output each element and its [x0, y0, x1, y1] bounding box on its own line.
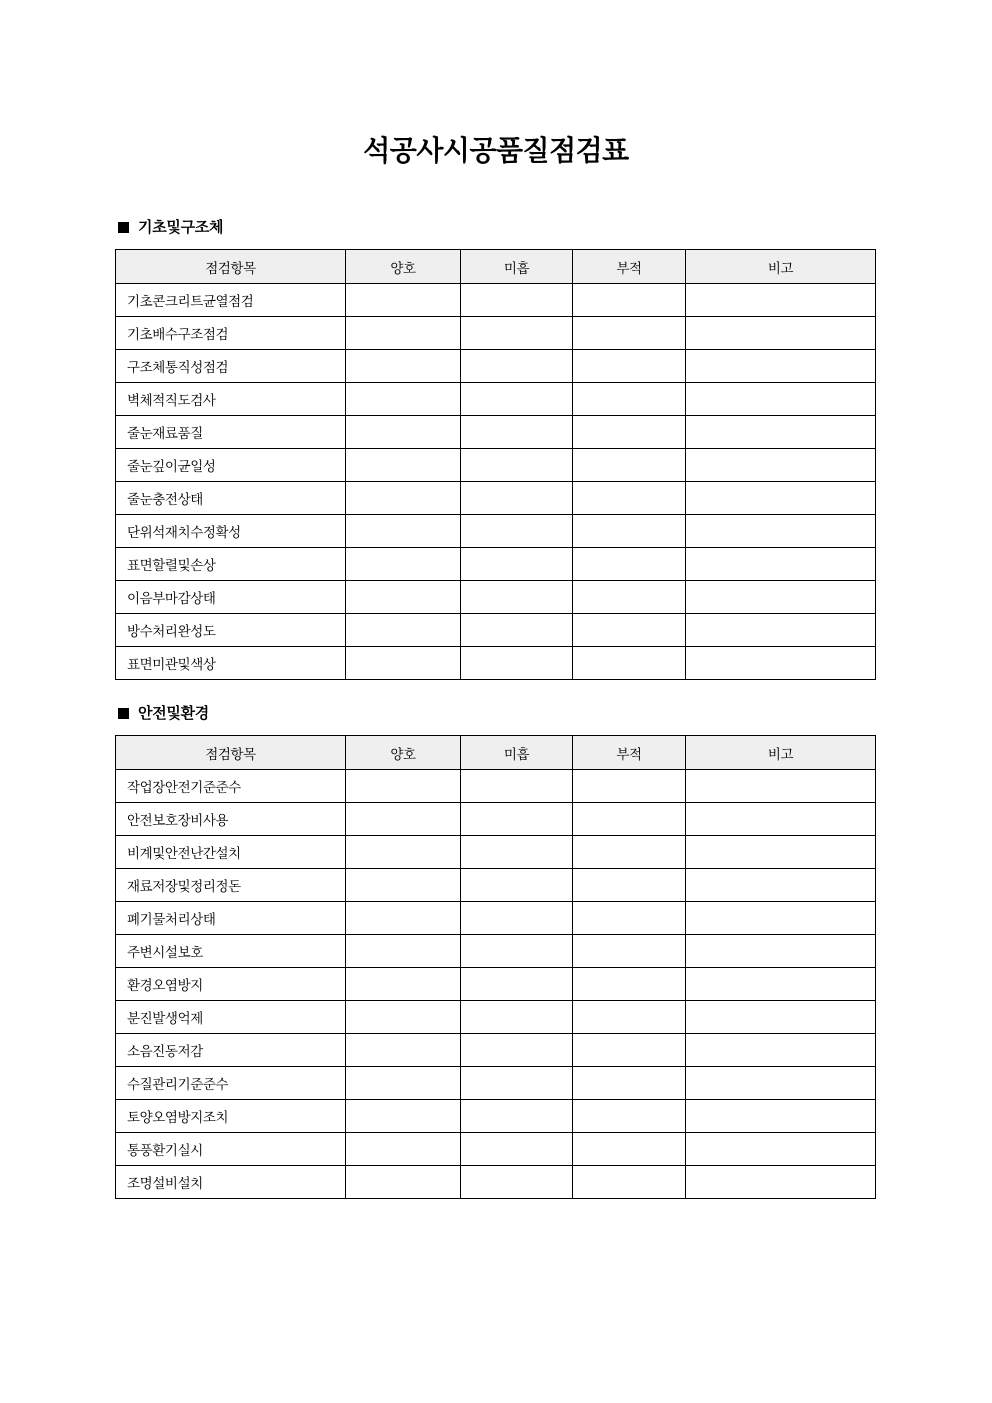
column-header-unfit: 부적 — [573, 736, 686, 770]
table-row — [116, 317, 876, 350]
poor-checkbox-cell[interactable] — [461, 416, 573, 449]
good-checkbox-cell[interactable] — [346, 1166, 461, 1199]
note-cell[interactable] — [686, 1034, 876, 1067]
inspection-item-label: 방수처리완성도 — [116, 614, 346, 647]
inspection-item-label: 구조체통직성점검 — [116, 350, 346, 383]
table-body — [116, 770, 876, 1199]
good-checkbox-cell[interactable] — [346, 515, 461, 548]
poor-checkbox-cell[interactable] — [461, 1100, 573, 1133]
good-checkbox-cell[interactable] — [346, 1001, 461, 1034]
note-cell[interactable] — [686, 581, 876, 614]
table-row — [116, 1166, 876, 1199]
poor-checkbox-cell[interactable] — [461, 1166, 573, 1199]
good-checkbox-cell[interactable] — [346, 548, 461, 581]
unfit-checkbox-cell[interactable] — [573, 284, 686, 317]
unfit-checkbox-cell[interactable] — [573, 350, 686, 383]
table-row — [116, 935, 876, 968]
table-row — [116, 614, 876, 647]
good-checkbox-cell[interactable] — [346, 416, 461, 449]
square-bullet-icon — [118, 222, 129, 233]
table-row — [116, 1001, 876, 1034]
unfit-checkbox-cell[interactable] — [573, 581, 686, 614]
unfit-checkbox-cell[interactable] — [573, 1001, 686, 1034]
poor-checkbox-cell[interactable] — [461, 548, 573, 581]
poor-checkbox-cell[interactable] — [461, 770, 573, 803]
good-checkbox-cell[interactable] — [346, 284, 461, 317]
good-checkbox-cell[interactable] — [346, 383, 461, 416]
section-header — [0, 702, 992, 724]
note-cell[interactable] — [686, 935, 876, 968]
inspection-item-label: 단위석재치수정확성 — [116, 515, 346, 548]
inspection-item-label: 재료저장및정리정돈 — [116, 869, 346, 902]
poor-checkbox-cell[interactable] — [461, 515, 573, 548]
inspection-item-label: 안전보호장비사용 — [116, 803, 346, 836]
good-checkbox-cell[interactable] — [346, 803, 461, 836]
good-checkbox-cell[interactable] — [346, 581, 461, 614]
column-header-item: 점검항목 — [116, 736, 346, 770]
note-cell[interactable] — [686, 869, 876, 902]
table-row — [116, 284, 876, 317]
table-row — [116, 803, 876, 836]
inspection-item-label: 표면할렬및손상 — [116, 548, 346, 581]
inspection-item-label: 기초배수구조점검 — [116, 317, 346, 350]
note-cell[interactable] — [686, 416, 876, 449]
section-foundation-structure — [0, 168, 992, 680]
good-checkbox-cell[interactable] — [346, 1034, 461, 1067]
poor-checkbox-cell[interactable] — [461, 869, 573, 902]
note-cell[interactable] — [686, 770, 876, 803]
unfit-checkbox-cell[interactable] — [573, 614, 686, 647]
unfit-checkbox-cell[interactable] — [573, 383, 686, 416]
unfit-checkbox-cell[interactable] — [573, 770, 686, 803]
page-title: 석공사시공품질점검표 — [363, 135, 629, 166]
inspection-item-label: 분진발생억제 — [116, 1001, 346, 1034]
table-row — [116, 449, 876, 482]
unfit-checkbox-cell[interactable] — [573, 482, 686, 515]
column-header-poor: 미흡 — [461, 736, 573, 770]
unfit-checkbox-cell[interactable] — [573, 902, 686, 935]
table-row — [116, 1067, 876, 1100]
note-cell[interactable] — [686, 1166, 876, 1199]
unfit-checkbox-cell[interactable] — [573, 968, 686, 1001]
inspection-item-label: 이음부마감상태 — [116, 581, 346, 614]
note-cell[interactable] — [686, 482, 876, 515]
column-header-unfit: 부적 — [573, 250, 686, 284]
table-row — [116, 515, 876, 548]
poor-checkbox-cell[interactable] — [461, 803, 573, 836]
good-checkbox-cell[interactable] — [346, 350, 461, 383]
unfit-checkbox-cell[interactable] — [573, 317, 686, 350]
unfit-checkbox-cell[interactable] — [573, 869, 686, 902]
note-cell[interactable] — [686, 902, 876, 935]
poor-checkbox-cell[interactable] — [461, 449, 573, 482]
poor-checkbox-cell[interactable] — [461, 383, 573, 416]
poor-checkbox-cell[interactable] — [461, 1133, 573, 1166]
unfit-checkbox-cell[interactable] — [573, 1133, 686, 1166]
inspection-item-label: 비계및안전난간설치 — [116, 836, 346, 869]
unfit-checkbox-cell[interactable] — [573, 515, 686, 548]
good-checkbox-cell[interactable] — [346, 482, 461, 515]
good-checkbox-cell[interactable] — [346, 935, 461, 968]
section-safety-environment — [0, 680, 992, 1199]
column-header-item: 점검항목 — [116, 250, 346, 284]
column-header-good: 양호 — [346, 250, 461, 284]
table-header-row — [116, 250, 876, 284]
good-checkbox-cell[interactable] — [346, 449, 461, 482]
poor-checkbox-cell[interactable] — [461, 614, 573, 647]
note-cell[interactable] — [686, 383, 876, 416]
good-checkbox-cell[interactable] — [346, 836, 461, 869]
note-cell[interactable] — [686, 548, 876, 581]
poor-checkbox-cell[interactable] — [461, 647, 573, 680]
poor-checkbox-cell[interactable] — [461, 284, 573, 317]
unfit-checkbox-cell[interactable] — [573, 803, 686, 836]
note-cell[interactable] — [686, 614, 876, 647]
note-cell[interactable] — [686, 968, 876, 1001]
table-row — [116, 1133, 876, 1166]
section-title: 안전및환경 — [138, 704, 209, 722]
unfit-checkbox-cell[interactable] — [573, 1100, 686, 1133]
poor-checkbox-cell[interactable] — [461, 350, 573, 383]
section-header — [0, 216, 992, 238]
unfit-checkbox-cell[interactable] — [573, 1067, 686, 1100]
unfit-checkbox-cell[interactable] — [573, 1166, 686, 1199]
unfit-checkbox-cell[interactable] — [573, 416, 686, 449]
unfit-checkbox-cell[interactable] — [573, 935, 686, 968]
table-row — [116, 1034, 876, 1067]
square-bullet-icon — [118, 708, 129, 719]
poor-checkbox-cell[interactable] — [461, 482, 573, 515]
unfit-checkbox-cell[interactable] — [573, 548, 686, 581]
table-row — [116, 383, 876, 416]
unfit-checkbox-cell[interactable] — [573, 449, 686, 482]
inspection-item-label: 수질관리기준준수 — [116, 1067, 346, 1100]
table-row — [116, 647, 876, 680]
table-container — [0, 249, 992, 680]
note-cell[interactable] — [686, 836, 876, 869]
note-cell[interactable] — [686, 1067, 876, 1100]
inspection-item-label: 표면미관및색상 — [116, 647, 346, 680]
table-container — [0, 735, 992, 1199]
inspection-item-label: 줄눈깊이균일성 — [116, 449, 346, 482]
poor-checkbox-cell[interactable] — [461, 317, 573, 350]
note-cell[interactable] — [686, 1133, 876, 1166]
table-row — [116, 836, 876, 869]
table-row — [116, 482, 876, 515]
poor-checkbox-cell[interactable] — [461, 1067, 573, 1100]
checklist-table-safety — [115, 735, 876, 1199]
good-checkbox-cell[interactable] — [346, 317, 461, 350]
good-checkbox-cell[interactable] — [346, 1067, 461, 1100]
inspection-item-label: 기초콘크리트균열점검 — [116, 284, 346, 317]
note-cell[interactable] — [686, 1100, 876, 1133]
checklist-table-foundation — [115, 249, 876, 680]
poor-checkbox-cell[interactable] — [461, 1034, 573, 1067]
good-checkbox-cell[interactable] — [346, 869, 461, 902]
table-row — [116, 869, 876, 902]
good-checkbox-cell[interactable] — [346, 614, 461, 647]
note-cell[interactable] — [686, 317, 876, 350]
note-cell[interactable] — [686, 1001, 876, 1034]
note-cell[interactable] — [686, 449, 876, 482]
section-title: 기초및구조체 — [138, 218, 224, 236]
table-body — [116, 284, 876, 680]
unfit-checkbox-cell[interactable] — [573, 647, 686, 680]
inspection-item-label: 주변시설보호 — [116, 935, 346, 968]
poor-checkbox-cell[interactable] — [461, 968, 573, 1001]
inspection-item-label: 통풍환기실시 — [116, 1133, 346, 1166]
table-row — [116, 770, 876, 803]
poor-checkbox-cell[interactable] — [461, 935, 573, 968]
column-header-note: 비고 — [686, 736, 876, 770]
inspection-item-label: 줄눈재료품질 — [116, 416, 346, 449]
table-row — [116, 548, 876, 581]
unfit-checkbox-cell[interactable] — [573, 1034, 686, 1067]
good-checkbox-cell[interactable] — [346, 1100, 461, 1133]
good-checkbox-cell[interactable] — [346, 647, 461, 680]
table-row — [116, 1100, 876, 1133]
table-row — [116, 416, 876, 449]
poor-checkbox-cell[interactable] — [461, 1001, 573, 1034]
table-header-row — [116, 736, 876, 770]
note-cell[interactable] — [686, 350, 876, 383]
inspection-item-label: 폐기물처리상태 — [116, 902, 346, 935]
inspection-item-label: 줄눈충전상태 — [116, 482, 346, 515]
table-row — [116, 350, 876, 383]
table-row — [116, 902, 876, 935]
column-header-good: 양호 — [346, 736, 461, 770]
poor-checkbox-cell[interactable] — [461, 902, 573, 935]
table-row — [116, 968, 876, 1001]
column-header-note: 비고 — [686, 250, 876, 284]
good-checkbox-cell[interactable] — [346, 770, 461, 803]
unfit-checkbox-cell[interactable] — [573, 836, 686, 869]
inspection-item-label: 토양오염방지조치 — [116, 1100, 346, 1133]
inspection-item-label: 벽체적직도검사 — [116, 383, 346, 416]
poor-checkbox-cell[interactable] — [461, 581, 573, 614]
good-checkbox-cell[interactable] — [346, 968, 461, 1001]
inspection-item-label: 환경오염방지 — [116, 968, 346, 1001]
inspection-item-label: 소음진동저감 — [116, 1034, 346, 1067]
good-checkbox-cell[interactable] — [346, 902, 461, 935]
inspection-item-label: 작업장안전기준준수 — [116, 770, 346, 803]
inspection-item-label: 조명설비설치 — [116, 1166, 346, 1199]
note-cell[interactable] — [686, 515, 876, 548]
column-header-poor: 미흡 — [461, 250, 573, 284]
note-cell[interactable] — [686, 803, 876, 836]
note-cell[interactable] — [686, 647, 876, 680]
good-checkbox-cell[interactable] — [346, 1133, 461, 1166]
table-row — [116, 581, 876, 614]
note-cell[interactable] — [686, 284, 876, 317]
poor-checkbox-cell[interactable] — [461, 836, 573, 869]
